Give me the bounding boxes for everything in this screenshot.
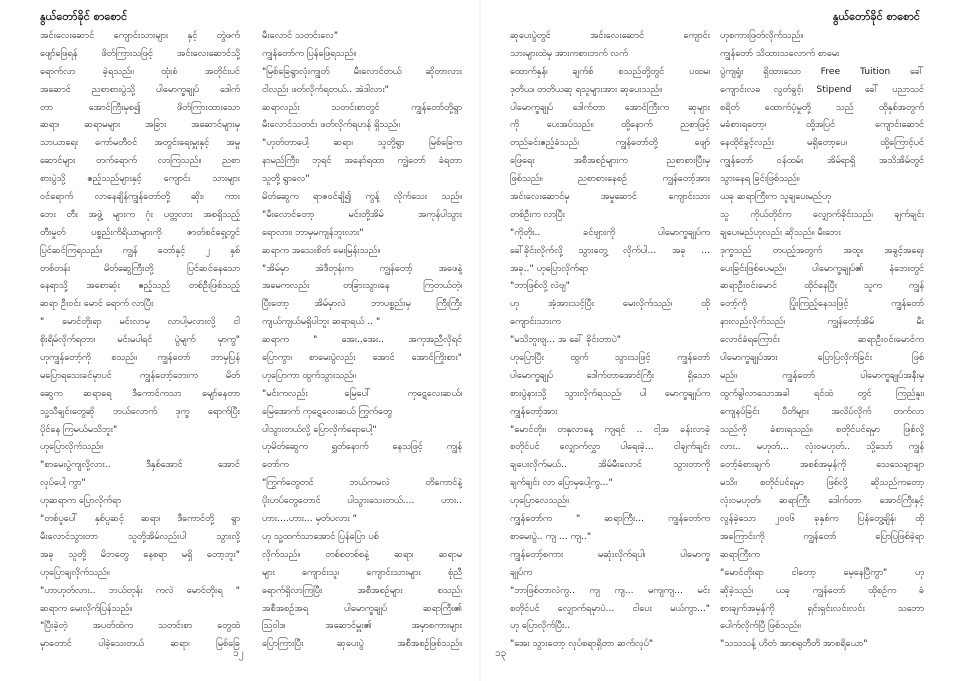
text-line: သူ ကိုယ်တိုင်က လျှောက်ခိုင်းသည်၊ ချက်ချင်း [720,208,924,220]
text-line: တည်ခင်းဧည့်ခံသည်၊ ကျွန်တော်တို့ ဖျော် [510,137,710,149]
text-line: တော့်ခံစားချက် အစစ်အမှန်ကို သေသေချာချာ [720,459,924,471]
text-line: တာ အောင်ကြီးမှစ၍ ဖိတ်ကြားထားသော [40,101,240,113]
text-line: " မောင်တိုးရာ မင်းလာမှ လာပါ့မလားလို့ ငါ [40,316,240,328]
text-line: စာမေးပွဲ.. ကျ ... ကျ.." [510,530,592,542]
text-line: ထွက်ခွါလာသောအခါ ရင်ထဲ တွင် ကြည်နူး၊ [720,387,924,399]
text-line: ကျယ်ကျယ်မရှိပါဘူး ဆရာရယ် .. " [262,316,381,328]
text-line: ဆရာက အသေးစိတ် မေးမြန်းသည်။ [262,244,381,256]
text-line: စားချက်အမှန်ကို ရှင်းရှင်းလင်းလင်း သဘော [720,602,924,614]
text-line: ထောက်နှန်၊ ချက်စ် စသည်တို့တွင် ပထမ၊ [510,65,710,77]
text-line: ဟုပြောလိုက်သည်။ [40,441,103,453]
text-line: ပါမောက္ခချုပ် ဒေါက်တာအောင်ကြီး ရှိသော [510,369,710,381]
text-line: ချုပ်က [510,566,533,578]
text-line: လွန်ခဲ့သော ၂၀၀၆ ခုနှစ်က ပြန်တွေ့ချိန်၊ ထို [720,513,924,525]
text-line: ဟု ပြောလိုက်ပြီး.. [510,620,571,632]
text-line: "မောင်တိုးရာ ငါတော့ မေ့နေပြီကွာ" ဟု [720,566,924,578]
text-line: ချပေးလိုက်မယ်.. အိမ်မီးလောင် သွားတာကို [510,459,710,471]
text-line: နေထိုင်ခွင့်လည်း မရှိတော့ပေ၊ ထို့ကြောင့်ပင် [720,137,924,149]
text-line: ဘေး တီး အဖွဲ့ များက ဂုံး ပတ္တလား အစရှိသည့် [40,208,240,220]
text-line: မိတ်ဆွေက ရာဇဝင်ချိ၍ ကွန့် လိုက်သေး သည်။ [262,191,462,203]
text-line: ဒုတိယ၊ တတိယဆု ရသူများအား ဆုပေးသည်။ [510,83,663,95]
text-line: အစီအစဉ်အရ ပါမောက္ခချုပ် ဆရာကြီး၏ [262,602,462,614]
text-line: မီးလောင်သွားတာ သူတို့အိမ်လည်းပါ သွားလို့ [40,530,240,542]
text-line: "မြစ်ခြေရွာလုံးကျွတ် မီးလောင်တယ် ဆိုတာလား [262,65,462,77]
text-line: အဆောင် ညစာစားပွဲသို့ ပါမောက္ခချုပ် ဒေါက် [40,83,240,95]
text-line: သားများထဲမှ အားကစားဘက် လက် [510,47,629,59]
text-line: သွားနေရ ခြင်းဖြစ်သည်။ [720,173,800,185]
text-line: ဆွေက ဆရာရေ ဒီကောင်ကသာ မျော်နေတာ [40,387,240,399]
text-line: ဆရာကြီးက [720,548,760,560]
text-line: ဝင်ရောက် လာနေချိန်ကျွန်တော်တို့ ဆိုး၊ ကား [40,191,240,203]
text-line: "အိမ်မှာ အဲဒီတုန်းက ကျွန်တော့် အဖေနဲ့ [262,262,462,274]
text-line: ဟုပြောလေသည်။ [510,495,569,507]
text-column-1 [510,27,710,653]
text-line: ကျွန်တော် ဝန်ထမ်း အိမ်ရာရှိ အသိအိမ်တွင် [720,155,924,167]
text-line: ကျေနပ်ခြင်း ပီတိများ အလိပ်လိုက် တက်လာ [720,405,924,417]
text-line: နားလည်လိုက်သည်၊ ကျွန်တော့်အိမ် မီး [720,316,924,328]
text-line: စရိတ် ထောက်ပံ့မှုတို့ သည် ထိုနှစ်အတွက် [720,101,924,113]
right-page [480,0,960,681]
text-line: တော့်ကို ပြုံးကြည့်နေသဖြင့် ကျွန်တော် [720,298,924,310]
text-line: "မီးလောင်တော့ မင်းတို့အိမ် အကုန်ပါသွား [262,208,462,220]
text-line: ဟုပြောပြီး ထွက် သွားသဖြင့် ကျွန်တော် [510,352,710,364]
text-line: "ဘာဖြစ်တာလဲကွ.. ကျ ကျ... မကျကျ... မင်း [510,584,710,596]
text-line: ဆရာ၊ ဆရာမများ အခြား အဆောင်များမှ [40,119,240,131]
text-line: "မသိဘူးဗျ... အ ခေါ် ခိုင်းတာပဲ" [510,334,621,346]
text-line: သည်ကို ခံစားရသည်။ စတိုင်ပင်ရမှာ ဖြစ်လို့ [720,423,924,435]
text-line: "သသသန့် ဟိတံ အာစရုတီတိ အာစရိယော" [720,638,868,650]
text-line: ဟုမိတ်ဆွေက ရွှတ်နောက် နေသဖြင့် ကျွန် [262,441,462,453]
text-line: "ကြွက်တွေတင် ဘယ်ကမလဲ တိကောင်နဲ့ [262,477,462,489]
text-line: ဆုပေးပွဲတွင် အင်းလေးဆောင် ကျောင်း [510,30,710,41]
text-column-2 [720,27,924,653]
text-line: ပါသွားတယ်လို့ ပြောလိုက်ရောပေါ့" [262,423,377,435]
text-line: "ဟာဟုတ်လား.. ဘယ်တုန်း ကလဲ မောင်တိုးရ " [40,584,240,596]
text-line: ဆရာဦးဝင်းမောင် ထိုင်နေပြီး သူက ကျွန် [720,280,924,292]
running-header: နွယ်တော်ခိုင် စာစောင် [832,10,920,23]
text-line: နေရာသို့ အစောဆုံး ဧည့်သည် တစ်ဦးဖြစ်သည့် [40,280,240,292]
text-line: ပေါက်လိုက်ပြီ ဖြစ်သည်။ [720,620,801,632]
text-line: "ဟုတ်တာပေါ့ ဆရာ၊ သူတို့ရွာ မြစ်ခြေက [262,137,462,149]
text-line: ကျွန်တော်က " ဆရာကြီး... ကျွန်တော်က [510,513,710,525]
text-line: မခံစားရတော့၊ ထို့အပြင် ကျောင်းဆောင် [720,119,924,131]
text-line: တော်က [262,459,289,471]
text-line: သာယာရေး ကော်မတီဝင် အတွင်းရေးမှူးနှင့် အမှု [40,137,240,149]
text-line: ကို ပေးအပ်သည်။ ထို့နောက် ညစာဖြင့် [510,119,710,131]
text-line: ကျွန်တော် သိထားသလောက် စာမေး [720,47,840,59]
text-line: ပါမောက္ခချုပ်အား ပြောပြလိုက်ခြင်း ဖြစ် [720,352,924,364]
text-line: ဖြစ်သည်။ ညစာစားနေစဉ် ကျွန်တော့်အား [510,173,710,185]
text-line: ချက်ချင်း လာ ပြောမှပေါ့ကွ..." [510,477,613,489]
text-line: ဆရာက " အေး..အေး.. အကုအညီလိုရင် [262,334,462,346]
text-line: ချပေးမည်ဟုလည်း ဆိုသည်။ မီးဘေး [720,226,841,238]
text-line: တစ်တန်း မိတ်ဆွေကြီးတို့ ပြင်ဆင်နေသော [40,262,240,274]
text-line: အင်းလေးဆောင်မှ အမှုဆောင် ကျောင်းသား [510,191,710,203]
text-line: ပြင်ဆင်ကြရသည်။ ကျွန် တော်နှင့် ၂ နှစ် [40,244,240,256]
text-line: ဆရာက မေးလိုက်ပြန်သည်။ [40,602,133,614]
text-line: "မင်းကလည်း မြေပေါ် ကုဋေလေးဆယ်၊ [262,387,462,399]
text-line: "ဘာဖြစ်လို့ လဲဗျ" [510,280,570,292]
text-line: ကျောင်းလခ လွတ်ခွင့်၊ Stipend ခေါ် ပညာသင် [720,83,924,95]
text-line: စားပွဲသို့ ဧည့်သည်များနှင့် ကျောင်း သားများ [40,173,240,185]
text-line: ဟုစကားဖြတ်လိုက်သည်။ [720,30,804,41]
text-line: ဩဝါဒ၊ အဆောင်မှူး၏ အမှာစကားများ [262,620,462,632]
text-line: စားပွဲနားသို့ သွားလိုက်ရသည်၊ ပါ မောက္ခချုပ်က [510,387,710,399]
text-line: အမေကလည်း တခြားသွားနေ ကြတယ်တဲ့၊ [262,280,462,292]
text-line: မြေအောက် ကုဋေလေးဆယ် ကြွက်တွေ [262,405,392,417]
text-line: ငါလည်း ဖတ်လိုက်ရတယ်.. အဲဒါလား" [262,83,389,95]
text-line: ပြောကြားပြီး ဆုပေးပွဲ အစီအစဉ်ဖြစ်သည်။ [262,638,462,650]
text-line: လား.. မဟုတ်... လုံးဝမဟုတ်.. သို့သော် ကျွန် [720,441,924,453]
text-line: လုပ်ပေါ့ ကွာ" [40,477,86,489]
text-line: ရောလား၊ ဘာမှမကျန်ဘူးလား" [262,226,364,238]
text-line: လောင်ခံရကြောင်း ဆရာဦးဝင်းမောင်က [720,334,924,346]
text-line: မီးလောင် သတင်းလေ" [262,30,339,41]
text-line: လုံးဝမဟုတ်၊ ဆရာကြီး ဒေါက်တာ အောင်ကြီးနှင့် [720,495,924,507]
text-line: အခု သူတို့ မိဘတွေ နေစရာ မရှိ တော့ဘူး" [40,548,240,560]
text-line: ပြောကွာ၊ စာမေးပွဲလည်း အောင် အောင်ကြိုးစား" [262,352,462,364]
text-line: မှာတောင် ပါခဲ့သေးတယ် ဆရာ၊ မြစ်ခြေ [40,638,240,650]
text-line: အကြောင်းကို ကျွန်တော် ပြောပြဖြစ်ခဲ့ရာ [720,530,924,542]
running-header: နွယ်တော်ခိုင် စာစောင် [40,10,128,23]
text-line: ပိုင်နေ ကြမယ်မသိဘူး" [40,423,118,435]
text-line: ဖြေရေး အစီအစဉ်များက ညစာစားပြီးမှ [510,155,710,167]
text-line: စတိုင်ပင် လျှောက်လွှာ ပါရေးခဲ့... ငါချက်ချင်း [510,441,710,453]
text-line: ဟု အံ့အားသင့်ပြီး မေးလိုက်သည်၊ ထို [510,298,710,310]
text-line: ကျွန်တော်က ပြန်ဖြေရသည်။ [262,47,357,59]
text-line: ဟုပြောချလိုက်သည်။ [40,566,110,578]
text-line: စိုးရိမ်လိုက်ရတာ၊ မင်းမပါရင် ပွဲမျက် မှာကွ" [40,334,240,346]
text-line: ဆရာလည်း သတင်းစာတွင် ကျွန်တော်တို့ရွာ [262,101,462,113]
text-line: ဒုက္ခသည် တပည့်အတွက် အထူး အခွင့်အရေး [720,244,924,256]
text-line: မပြောရသေးခင်မှာပင် ကျွန်တော့်ဘေးက မိတ် [40,369,240,381]
text-line: "စာမေးပွဲကျလို့လား.. ဒီနှစ်အောင် အောင် [40,459,240,471]
text-line: တီးမှုတ် ပစ္စည်းကိရိယာများကို ဇာတ်စင်ရှေ့တွင် [40,226,240,238]
text-line: "မောင်တိုး၊ တနှလာနေ့ ကျရင် .. ငါ့အ ခန်းလာခဲ့ [510,423,710,435]
text-line: "အေး သွားတော့ လုပ်စရာရှိတာ ဆက်လုပ်" [510,638,654,650]
text-line: မသိ။ စတိုင်ပင်ရမှာ ဖြစ်လို့ ဆိုသည်ကတော့ [720,477,924,489]
text-line: "တစ်ပူပေါ် နှစ်ပူဆင့် ဆရာ၊ ဒီကောင်တို့ ရွာ [40,513,240,525]
text-line: စတိုင်ပင် လျှောက်ရမှာပဲ... ငါပေး မယ်ကွာ..." [510,602,710,614]
text-line: သူတို့ ရွာလေ" [262,173,310,185]
text-column-2 [262,27,462,653]
text-line: "ကိုတိုး.. ခင်ဗျားကို ပါမောက္ခချုပ်က [510,226,710,238]
text-line: "ပြီးခဲ့တဲ့ အပတ်ထဲက သတင်းစာ တွေထဲ [40,620,240,632]
text-line: ဟား....ဟား... မှတ်ပလား " [262,513,357,525]
text-line: တစ်ဦးက လာပြီး [510,208,565,220]
text-line: ဟုပြောကာ ထွက်သွားသည်။ [262,369,356,381]
text-line: သူ့သီချင်းတွေဆို ဘယ်လောက် ဒုက္ခ ရောက်ပြီး [40,405,240,417]
text-line: ဟုကျွန်တော့်ကို စသည်။ ကျွန်တော် ဘာမှပြန် [40,352,240,364]
text-line: မည်။ ကျွန်တော် ပါမောက္ခချုပ်အနီးမှ [720,369,924,381]
text-line: ဆိုခဲ့သည်၊ ယခု ကျွန်တော် ထိုစဉ်က ခံ [720,584,924,596]
text-line: ကျွန်တော့်အား [510,405,558,417]
text-line: လိုက်သည်။ တစ်စတစ်စနဲ့ ဆရာ၊ ဆရာမ [262,548,462,560]
text-line: ဆရာ ဦးဝင်း မောင် ရောက် လာပြီး [40,298,154,310]
page-number: ၁၂ [233,648,244,659]
text-line: ပြီးတော့ အိမ်မှာလဲ ဘာပစ္စည်းမှ ကြီးကြီး [262,298,462,310]
text-line: ကျွန်တော့်စကား မဆုံးလိုက်ရပါ၊ ပါမောက္ခ [510,548,710,560]
text-line: ဟု သူ့ထက်သာအောင် ပြန်ပြော ပစ် [262,530,379,542]
text-line: များ ကျောင်းသူ၊ ကျောင်းသားများ စုံညီ [262,566,462,578]
text-line: ယခု ဆရာကြီးက သူချပေးမည်ဟု [720,191,831,203]
text-column-1 [40,27,240,653]
text-line: အခု.." ဟုပြောလိုက်ရာ [510,262,588,274]
text-line: ဆောင်များ တက်ရောက် လာကြသည်။ ညစာ [40,155,240,167]
text-line: ကျောင်းသားက [510,316,561,328]
text-line: နာမည်ကြီး၊ ဘုရင် အနော်ရထာ ကျွဲတော် ခံရတာ [262,155,462,167]
text-line: ရောက်လာ ခဲ့ရသည်။ ထုံးစံ အတိုင်းပင် [40,65,240,77]
text-line: ပေးခြင်းဖြစ်ပေမည်။ ပါမောက္ခချုပ်၏ နံဘေးတွင် [720,262,924,274]
text-line: ဖျော်ဖြေရန် ဖိတ်ကြားသဖြင့် အင်းလေးဆောင်သို့ [40,47,240,59]
text-line: ပါမောက္ခချုပ် ဒေါက်တာ အောင်ကြီးက ဆုများ [510,101,710,113]
page-number: ၁၃ [495,648,507,659]
text-line: ပိုးဟပ်တွေတောင် ပါသွားသေးတယ်.... ဟား.. [262,495,462,507]
text-line: အင်းလေးဆောင် ကျောင်းသားများ နှင့် တွဲဖက် [40,30,240,41]
text-line: မီးလောင်သတင်း ဖတ်လိုက်ရဟန် ရှိသည်။ [262,119,400,131]
text-line: ရောက်ရှိလာကြပြီး အစီအစဉ်များ စသည်၊ [262,584,462,596]
text-line: ခေါ်ခိုင်းလိုက်လို့ သွားတွေ့ လိုက်ပါ... အခု ... [510,244,710,256]
text-line: ဟုဆရာက ပြောလိုက်ရာ [40,495,122,507]
text-line: ပွဲကျရှုံး ရှိထားသော Free Tuition ခေါ် [720,65,924,77]
